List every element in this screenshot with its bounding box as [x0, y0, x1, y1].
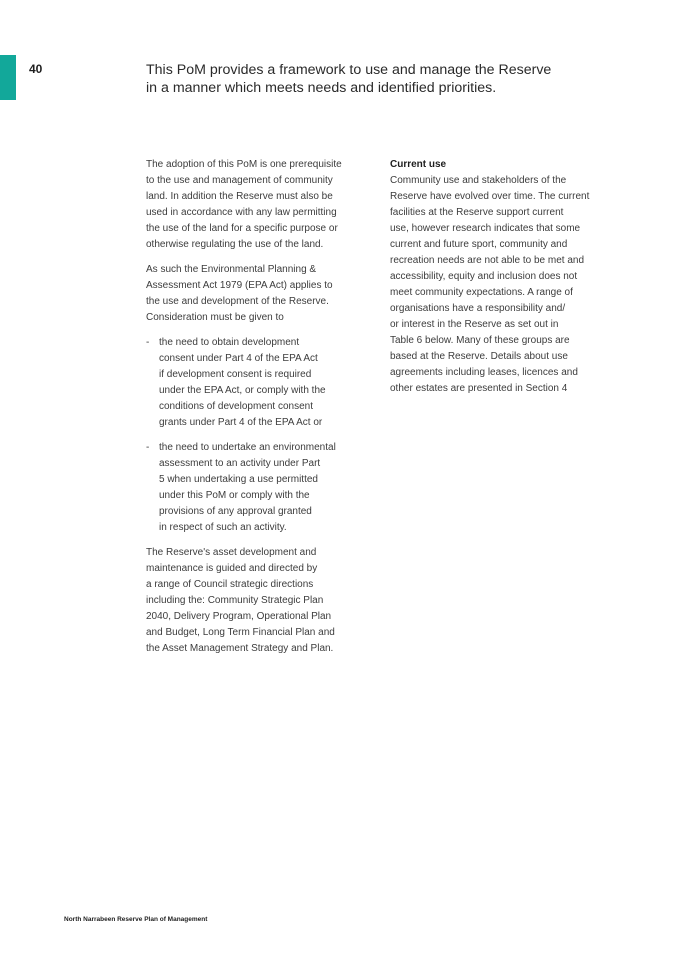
paragraph-adoption [146, 157, 371, 253]
text-line: organisations have a responsibility and/ [390, 303, 566, 314]
page-heading [146, 61, 586, 97]
bullet-dash: - [146, 442, 150, 453]
text-line: otherwise regulating the use of the land. [146, 239, 324, 250]
text-line: land. In addition the Reserve must also be [146, 191, 333, 202]
text-line: under this PoM or comply with the [159, 490, 310, 501]
left-column [146, 157, 371, 666]
text-line: use, however research indicates that some [390, 223, 581, 234]
text-line: including the: Community Strategic Plan [146, 595, 324, 606]
text-line: consent under Part 4 of the EPA Act [159, 353, 318, 364]
text-line: accessibility, equity and inclusion does not [390, 271, 578, 282]
paragraph-current-use [390, 173, 620, 397]
paragraph-epa-act [146, 262, 371, 326]
text-line: agreements including leases, licences and [390, 367, 578, 378]
bullet-item-environmental-assessment [146, 440, 371, 536]
text-line: used in accordance with any law permitting [146, 207, 337, 218]
text-line: conditions of development consent [159, 401, 313, 412]
section-tab-marker [0, 55, 16, 100]
text-line: if development consent is required [159, 369, 312, 380]
subheading-current-use: Current use [390, 159, 447, 170]
text-line: the need to undertake an environmental [159, 442, 336, 453]
paragraph-asset-development [146, 545, 371, 657]
heading-line: in a manner which meets needs and identified priorities. [146, 80, 497, 96]
page-number: 40 [29, 62, 43, 76]
bullet-item-development-consent [146, 335, 371, 431]
bullet-dash: - [146, 337, 150, 348]
text-line: a range of Council strategic directions [146, 579, 314, 590]
text-line: other estates are presented in Section 4 [390, 383, 568, 394]
text-line: meet community expectations. A range of [390, 287, 573, 298]
text-line: maintenance is guided and directed by [146, 563, 318, 574]
text-line: to the use and management of community [146, 175, 333, 186]
text-line: in respect of such an activity. [159, 522, 287, 533]
text-line: Reserve have evolved over time. The current [390, 191, 590, 202]
text-line: As such the Environmental Planning & [146, 264, 317, 275]
text-line: Table 6 below. Many of these groups are [390, 335, 570, 346]
text-line: Assessment Act 1979 (EPA Act) applies to [146, 280, 333, 291]
text-line: assessment to an activity under Part [159, 458, 321, 469]
text-line: the Asset Management Strategy and Plan. [146, 643, 334, 654]
text-line: and Budget, Long Term Financial Plan and [146, 627, 335, 638]
text-line: current and future sport, community and [390, 239, 568, 250]
text-line: under the EPA Act, or comply with the [159, 385, 326, 396]
text-line: grants under Part 4 of the EPA Act or [159, 417, 323, 428]
right-column [390, 157, 620, 406]
text-line: 2040, Delivery Program, Operational Plan [146, 611, 332, 622]
footer-document-title: North Narrabeen Reserve Plan of Management [64, 916, 208, 923]
text-line: The Reserve's asset development and [146, 547, 317, 558]
text-line: the use of the land for a specific purpose or [146, 223, 338, 234]
text-line: the use and development of the Reserve. [146, 296, 329, 307]
text-line: facilities at the Reserve support current [390, 207, 564, 218]
text-line: Consideration must be given to [146, 312, 284, 323]
text-line: provisions of any approval granted [159, 506, 312, 517]
text-line: recreation needs are not able to be met and [390, 255, 585, 266]
heading-line: This PoM provides a framework to use and manage the Reserve [146, 62, 552, 78]
text-line: or interest in the Reserve as set out in [390, 319, 559, 330]
text-line: Community use and stakeholders of the [390, 175, 567, 186]
text-line: the need to obtain development [159, 337, 300, 348]
text-line: 5 when undertaking a use permitted [159, 474, 318, 485]
text-line: based at the Reserve. Details about use [390, 351, 568, 362]
text-line: The adoption of this PoM is one prerequisite [146, 159, 342, 170]
